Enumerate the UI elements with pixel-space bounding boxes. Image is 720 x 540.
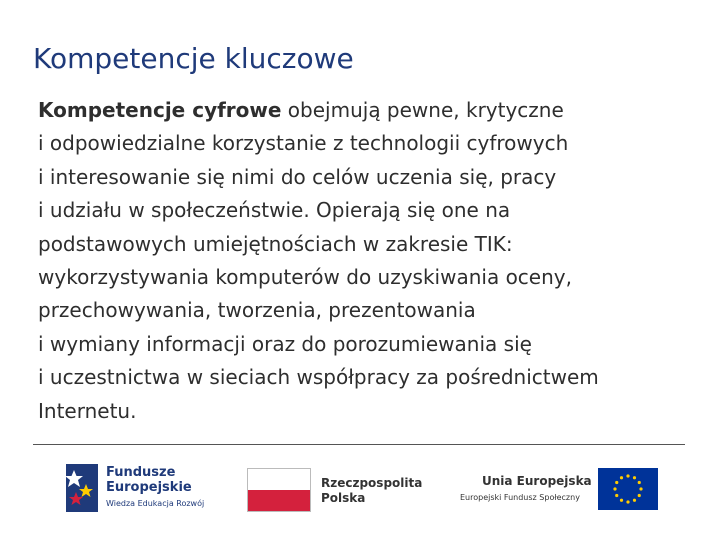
unia-europejska-logo — [460, 466, 660, 514]
fundusze-europejskie-logo — [62, 462, 222, 516]
ue-line1: Unia Europejska — [482, 474, 592, 488]
body-line: i wymiany informacji oraz do porozumiewania się — [38, 331, 532, 356]
body-line: wykorzystywania komputerów do uzyskiwania oceny, — [38, 265, 572, 290]
eu-star — [633, 476, 636, 479]
polska-line2: Polska — [321, 491, 366, 505]
rzeczpospolita-polska-logo — [247, 468, 447, 512]
eu-star — [615, 481, 618, 484]
body-text — [38, 94, 698, 428]
body-line: i interesowanie się nimi do celów uczenia się, pracy — [38, 164, 557, 189]
body-line: i udziału w społeczeństwie. Opierają się one na — [38, 198, 511, 223]
fundusze-line2: Europejskie — [106, 480, 192, 495]
slide-title: Kompetencje kluczowe — [33, 42, 354, 75]
eu-star — [638, 494, 641, 497]
eu-star — [638, 481, 641, 484]
eu-star — [633, 499, 636, 502]
body-line — [38, 94, 698, 127]
eu-star — [626, 474, 629, 477]
body-line: podstawowych umiejętnościach w zakresie TIK: — [38, 231, 513, 256]
fundusze-europejskie-icon — [62, 462, 102, 514]
eu-star — [615, 494, 618, 497]
eu-star — [613, 487, 616, 490]
eu-star — [639, 487, 642, 490]
fundusze-line1: Fundusze — [106, 465, 176, 480]
fundusze-tagline: Wiedza Edukacja Rozwój — [106, 499, 205, 508]
body-line: i odpowiedzialne korzystanie z technologii cyfrowych — [38, 131, 569, 156]
polish-flag-icon — [247, 468, 311, 512]
body-line: i uczestnictwa w sieciach współpracy za pośrednictwem — [38, 365, 599, 390]
polska-line1: Rzeczpospolita — [321, 476, 423, 490]
body-line-text: obejmują pewne, krytyczne — [281, 98, 564, 122]
eu-star — [620, 499, 623, 502]
footer-divider — [33, 444, 685, 445]
body-line: przechowywania, tworzenia, prezentowania — [38, 298, 476, 323]
body-line: Internetu. — [38, 398, 137, 423]
eu-flag-icon — [598, 468, 658, 510]
body-line-bold: Kompetencje cyfrowe — [38, 98, 282, 122]
ue-line2: Europejski Fundusz Społeczny — [460, 493, 580, 502]
eu-star — [626, 500, 629, 503]
eu-star — [620, 476, 623, 479]
